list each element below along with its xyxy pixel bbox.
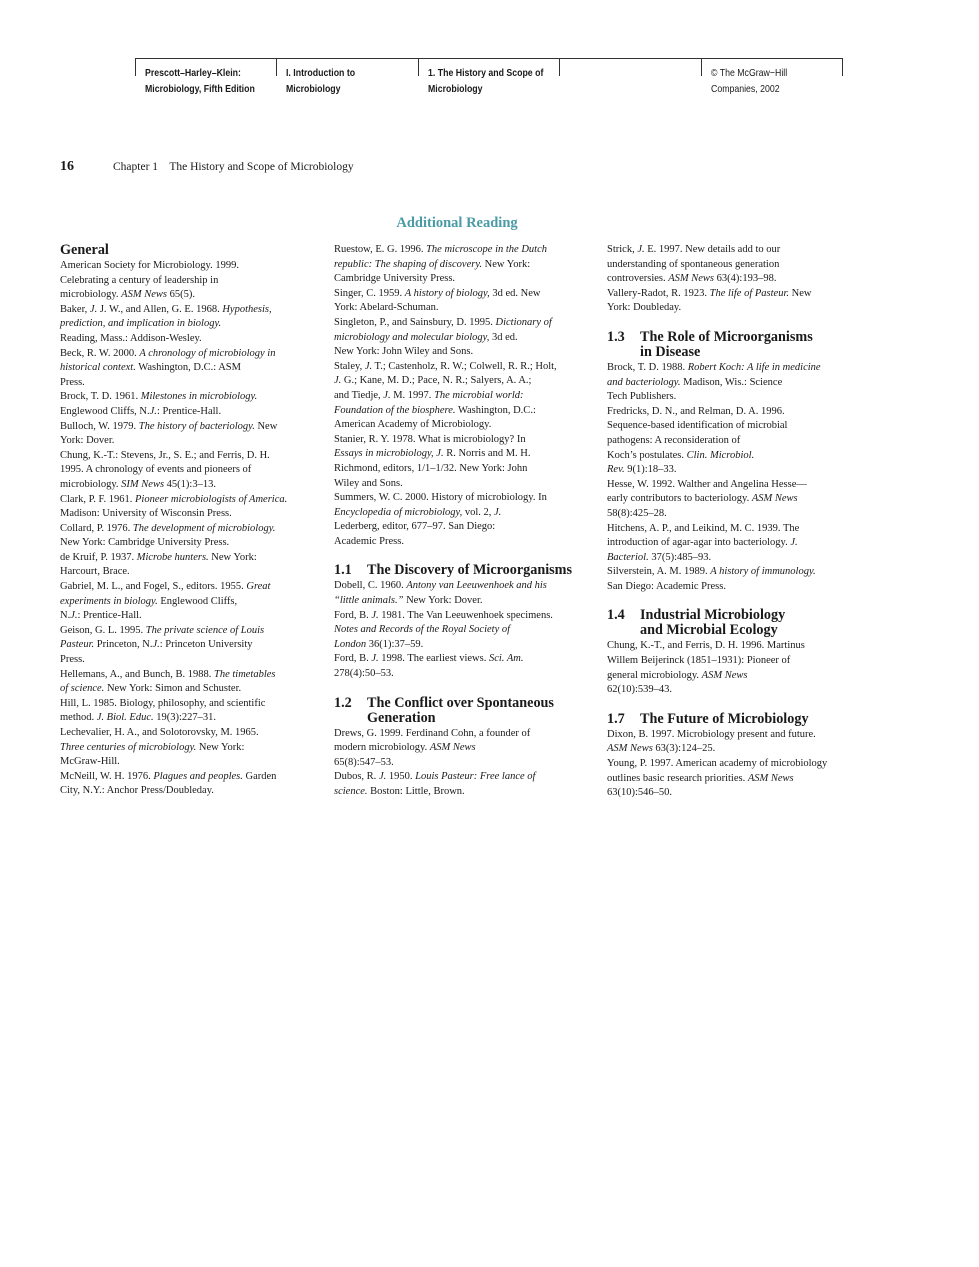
reference-entry: Baker, J. J. W., and Allen, G. E. 1968. Hypothesis, prediction, and implication in biology. Reading, Mass.: Addison-Wesley. — [60, 303, 272, 344]
reference-entry: Summers, W. C. 2000. History of microbiology. In Encyclopedia of microbiology, vol. 2, J. Lederberg, editor, 677–97. San Diego: Academic Press. — [334, 492, 547, 547]
subheading-text: The Role of Microorganisms — [640, 328, 813, 345]
reference-entry: Dobell, C. 1960. Antony van Leeuwenhoek and his “little animals.” New York: Dover. — [334, 580, 547, 607]
reference-entry: Strick, J. E. 1997. New details add to our understanding of spontaneous generation controversies. ASM News 63(4):193–98. — [607, 244, 781, 285]
reference-entry: Singer, C. 1959. A history of biology, 3d ed. New York: Abelard-Schuman. — [334, 287, 541, 314]
reference-entry: Beck, R. W. 2000. A chronology of microbiology in historical context. Washington, D.C.: ASM Press. — [60, 347, 276, 388]
running-head: Chapter 1 The History and Scope of Microbiology — [113, 161, 354, 173]
reference-entry: Lechevalier, H. A., and Solotorovsky, M. 1965. Three centuries of microbiology. New York: McGraw-Hill. — [60, 727, 259, 768]
reference-entry: de Kruif, P. 1937. Microbe hunters. New York: Harcourt, Brace. — [60, 551, 257, 578]
reference-entry: Singleton, P., and Sainsbury, D. 1995. Dictionary of microbiology and molecular biology, 3d ed. New York: John Wiley and Sons. — [334, 316, 552, 358]
reference-entry: Fredricks, D. N., and Relman, D. A. 1996. Sequence-based identification of microbial pathogens: A reconsideration of Koch’s postulates. Clin. Microbiol. Rev. 9(1):18–33. — [607, 405, 788, 476]
reference-entry: Hellemans, A., and Bunch, B. 1988. The timetables of science. New York: Simon and Schuster. — [60, 668, 276, 695]
section-gap — [607, 594, 865, 608]
reference-entry: Silverstein, A. M. 1989. A history of immunology. San Diego: Academic Press. — [607, 566, 816, 592]
running-header-box — [135, 58, 843, 98]
subheading-text-continued: in Disease — [640, 343, 701, 360]
subheading-number: 1.3 — [607, 328, 625, 345]
reference-entry: Dixon, B. 1997. Microbiology present and future. ASM News 63(3):124–25. — [607, 728, 816, 755]
reading-column-3 — [607, 243, 865, 801]
subheading-text: General — [60, 242, 109, 258]
section-gap — [334, 682, 588, 696]
reference-entry: Hill, L. 1985. Biology, philosophy, and scientific method. J. Biol. Educ. 19(3):227–31. — [60, 697, 266, 724]
section-gap — [607, 316, 865, 330]
subheading-text: Industrial Microbiology — [640, 607, 786, 624]
reference-entry: Ford, B. J. 1998. The earliest views. Sci. Am. 278(4):50–53. — [334, 653, 524, 680]
subheading-text-continued: Generation — [367, 709, 436, 726]
header-chapter: 1. The History and Scope of Microbiology — [428, 68, 544, 95]
reference-entry: Vallery-Radot, R. 1923. The life of Pasteur. New York: Doubleday. — [607, 287, 812, 314]
reference-entry: Staley, J. T.; Castenholz, R. W.; Colwell, R. R.; Holt, J. G.; Kane, M. D.; Pace, N. R.; Salyers, A. A.; and Tiedje, J. M. 1997. The microbial world: Foundation of the biosphere. Washington, D.C.: American Academy of Microbiology. — [334, 360, 557, 431]
reading-subheading — [607, 330, 865, 360]
reference-entry: Ruestow, E. G. 1996. The microscope in the Dutch republic: The shaping of discovery. New York: Cambridge University Press. — [334, 244, 547, 285]
reference-entry: Hitchens, A. P., and Leikind, M. C. 1939. The introduction of agar-agar into bacteriology. J. Bacteriol. 37(5):485–93. — [607, 522, 800, 563]
reference-entry: American Society for Microbiology. 1999. Celebrating a century of leadership in microbiology. ASM News 65(5). — [60, 260, 239, 301]
reference-entry: Young, P. 1997. American academy of microbiology outlines basic research priorities. ASM News 63(10):546–50. — [607, 758, 828, 799]
subheading-number: 1.4 — [607, 607, 625, 624]
header-divider — [842, 58, 843, 76]
reading-subheading — [334, 696, 588, 726]
reading-subheading — [607, 712, 865, 727]
header-divider — [418, 58, 419, 76]
subheading-text-continued: and Microbial Ecology — [640, 622, 778, 639]
header-rule — [135, 58, 843, 59]
subheading-text: The Discovery of Microorganisms — [367, 562, 573, 579]
reference-entry: Hesse, W. 1992. Walther and Angelina Hesse— early contributors to bacteriology. ASM News 58(8):425–28. — [607, 478, 807, 519]
subheading-text: The Conflict over Spontaneous — [367, 694, 554, 711]
reference-entry: Brock, T. D. 1961. Milestones in microbiology. Englewood Cliffs, N.J.: Prentice-Hall. — [60, 391, 258, 417]
subheading-number: 1.1 — [334, 562, 352, 579]
page-number: 16 — [60, 159, 74, 174]
header-divider — [135, 58, 136, 76]
reference-entry: Chung, K.-T.: Stevens, Jr., S. E.; and Ferris, D. H. 1995. A chronology of events and pioneers of microbiology. SIM News 45(1):3–13. — [60, 449, 270, 490]
reference-entry: Stanier, R. Y. 1978. What is microbiology? In Essays in microbiology, J. R. Norris and M. H. Richmond, editors, 1/1–1/32. New York: John Wiley and Sons. — [334, 433, 531, 489]
section-gap — [334, 549, 588, 563]
reading-subheading — [607, 608, 865, 638]
reference-entry: McNeill, W. H. 1976. Plagues and peoples. Garden City, N.Y.: Anchor Press/Doubleday. — [60, 770, 277, 797]
reference-entry: Collard, P. 1976. The development of microbiology. New York: Cambridge University Press. — [60, 522, 276, 549]
reading-column-2 — [334, 243, 588, 800]
reference-entry: Brock, T. D. 1988. Robert Koch: A life in medicine and bacteriology. Madison, Wis.: Science Tech Publishers. — [607, 361, 821, 403]
reading-column-1 — [60, 243, 310, 799]
reference-entry: Drews, G. 1999. Ferdinand Cohn, a founder of modern microbiology. ASM News 65(8):547–53. — [334, 727, 531, 768]
header-divider — [559, 58, 560, 76]
header-divider — [276, 58, 277, 76]
subheading-text: The Future of Microbiology — [640, 710, 809, 727]
header-copyright: © The McGraw−Hill Companies, 2002 — [711, 68, 788, 95]
section-gap — [607, 698, 865, 712]
reading-subheading — [60, 243, 310, 258]
reading-subheading — [334, 563, 588, 578]
reference-entry: Ford, B. J. 1981. The Van Leeuwenhoek specimens. Notes and Records of the Royal Society of London 36(1):37–59. — [334, 609, 553, 650]
reference-entry: Gabriel, M. L., and Fogel, S., editors. 1955. Great experiments in biology. Englewood Cliffs, N.J.: Prentice-Hall. — [60, 581, 271, 622]
section-title: Additional Reading — [396, 215, 518, 231]
subheading-number: 1.2 — [334, 694, 352, 711]
reference-entry: Clark, P. F. 1961. Pioneer microbiologists of America. Madison: University of Wisconsin Press. — [60, 493, 288, 520]
header-part: I. Introduction to Microbiology — [286, 68, 356, 95]
reference-entry: Bulloch, W. 1979. The history of bacteriology. New York: Dover. — [60, 420, 278, 447]
reference-entry: Dubos, R. J. 1950. Louis Pasteur: Free lance of science. Boston: Little, Brown. — [334, 771, 536, 797]
reference-entry: Chung, K.-T., and Ferris, D. H. 1996. Martinus Willem Beijerinck (1851–1931): Pioneer of general microbiology. ASM News 62(10):539–43. — [607, 640, 805, 696]
reference-entry: Geison, G. L. 1995. The private science of Louis Pasteur. Princeton, N.J.: Princeton University Press. — [60, 624, 265, 666]
subheading-number: 1.7 — [607, 710, 625, 727]
header-divider — [701, 58, 702, 76]
header-book-title: Prescott–Harley–Klein: Microbiology, Fifth Edition — [145, 68, 255, 95]
